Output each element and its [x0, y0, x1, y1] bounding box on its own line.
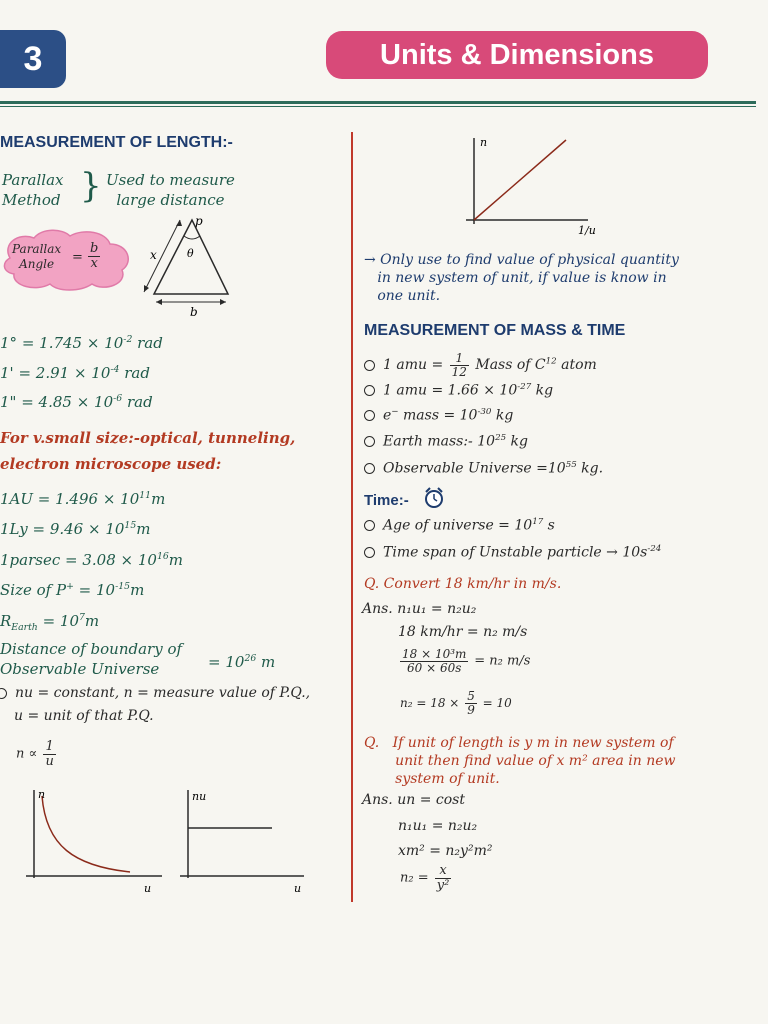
electron-mass-line: e− mass = $10^{-30}$ kg [364, 407, 513, 424]
svg-text:n: n [480, 136, 488, 149]
note-text: → Only use to find value of physical quantity in new system of unit, if value is know in one unit. [364, 252, 679, 304]
amu-line-1: 1 amu = $\frac{1}{12}$ Mass of $C^{12}$ atom [364, 352, 597, 378]
svg-text:u: u [294, 882, 302, 894]
length-heading: MEASUREMENT OF LENGTH:- [0, 134, 233, 151]
bullet-icon [364, 410, 375, 421]
bullet-icon [364, 436, 375, 447]
nu-line-2: u = unit of that P.Q. [14, 708, 154, 724]
nu-line-1: nu = constant, n = measure value of P.Q., [0, 685, 310, 701]
ly-line: $1Ly = 9.46 \times 10^{15}m$ [0, 520, 151, 538]
mass-time-heading: MEASUREMENT OF MASS & TIME [364, 322, 626, 339]
answer-1-line-2: 18 km/hr = n₂ m/s [398, 624, 528, 640]
bullet-icon [364, 385, 375, 396]
proton-size-line: Size of $P^+ = 10^{-15}m$ [0, 581, 145, 599]
au-line: $1AU = 1.496 \times 10^{11}m$ [0, 490, 166, 508]
answer-2-line-4: n₂ = $\frac{x}{\text{y²}}$ [400, 863, 450, 893]
parallax-angle-cloud [0, 228, 134, 292]
chapter-title: Units & Dimensions [326, 31, 708, 79]
label-b: b [190, 305, 198, 319]
question-2: Q. If unit of length is y m in new system of unit then find value of x m² area in new system of unit. [364, 735, 676, 787]
bullet-icon [364, 520, 375, 531]
time-span-line: Time span of Unstable particle → $10s^{-24}$ [364, 544, 661, 561]
boundary-value: = $10^{26}$ m [208, 653, 276, 671]
universe-mass-line: Observable Universe $=10^{55}$ kg. [364, 460, 603, 477]
cloud-fraction [88, 242, 100, 270]
svg-text:u: u [144, 882, 152, 894]
answer-2-line-3: xm² = n₂y²m² [398, 843, 493, 859]
proportional-expression: n ∝ $\frac{1}{u}$ [16, 739, 54, 769]
svg-text:1/u: 1/u [578, 224, 596, 236]
question-1: Q. Convert 18 km/hr in m/s. [364, 576, 562, 592]
chapter-number-badge: 3 [0, 30, 66, 88]
brace: } [80, 166, 102, 206]
parallax-triangle-diagram [140, 214, 244, 320]
deg-line-3: 1" = $4.85 \times 10^{-6}$ rad [0, 393, 153, 411]
r-earth-line: $R_{Earth} = 10^7m$ [0, 612, 100, 633]
deg-line-1: $1^\circ = 1.745 \times 10^{-2}$ rad [0, 334, 163, 352]
bullet-icon [364, 547, 375, 558]
cloud-den: x [90, 255, 98, 271]
label-theta: θ [187, 247, 194, 260]
graph-nu-vs-u [178, 786, 308, 894]
parsec-line: $1parsec = 3.08 \times 10^{16}m$ [0, 551, 184, 569]
answer-1-line-1: Ans. n₁u₁ = n₂u₂ [362, 601, 477, 617]
age-universe-line: Age of universe = $10^{17}$ s [364, 517, 555, 534]
graph-n-vs-u [24, 786, 164, 894]
earth-mass-line: Earth mass:- $10^{25}$ kg [364, 433, 528, 450]
answer-2-line-2: n₁u₁ = n₂u₂ [398, 818, 478, 834]
alarm-clock-icon [422, 486, 446, 510]
answer-2-line-1: Ans. un = cost [362, 792, 465, 808]
boundary-line-2: Observable Universe [0, 660, 160, 678]
cloud-label: Parallax Angle [12, 242, 62, 271]
svg-text:n: n [38, 788, 46, 801]
answer-1-line-4: n₂ = 18 × $\frac{5}{9}$ = 10 [400, 689, 512, 717]
bullet-icon [0, 688, 7, 699]
deg-line-2: $1' = 2.91 \times 10^{-4}$ rad [0, 364, 150, 382]
svg-text:nu: nu [192, 790, 207, 803]
label-x: x [150, 248, 157, 262]
bullet-icon [364, 463, 375, 474]
boundary-line-1: Distance of boundary of [0, 640, 183, 658]
graph-n-vs-1-over-u [460, 134, 610, 236]
used-to-measure-label: Used to measure large distance [106, 171, 235, 209]
parallax-method-label: Parallax Method [2, 171, 64, 209]
label-p: p [195, 214, 203, 228]
small-size-line-1: For v.small size:-optical, tunneling, [0, 429, 296, 447]
amu-line-2: 1 amu = $1.66 \times 10^{-27}$ kg [364, 382, 553, 399]
header-divider [0, 101, 756, 104]
bullet-icon [364, 360, 375, 371]
cloud-num: b [90, 241, 99, 256]
cloud-equals: = [72, 250, 83, 265]
time-heading: Time:- [364, 492, 409, 509]
header-divider-thin [0, 106, 756, 107]
column-divider [351, 132, 353, 902]
answer-1-line-3: $\frac{\text{18 × 10³m}}{60 \times 60s}$ = n₂ m/s [402, 647, 531, 675]
small-size-line-2: electron microscope used: [0, 455, 222, 473]
